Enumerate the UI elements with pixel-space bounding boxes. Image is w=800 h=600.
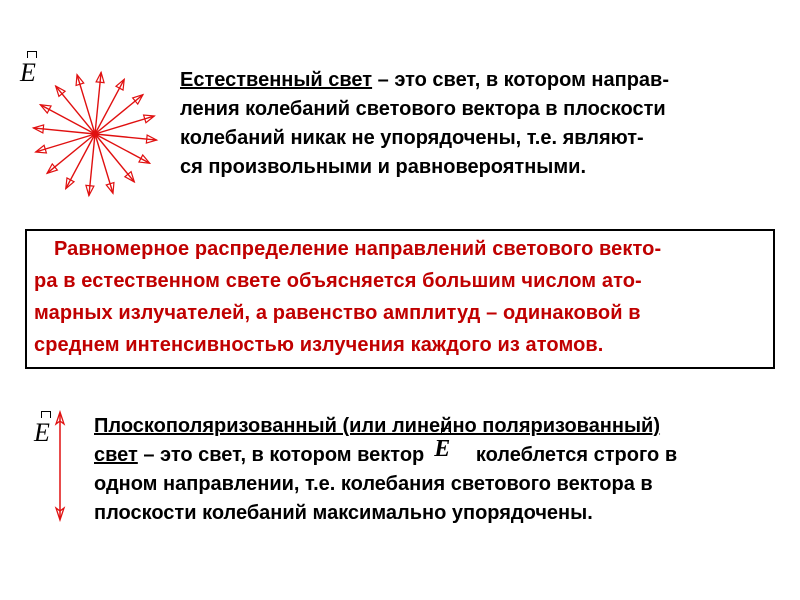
- star-arrowhead: [144, 115, 155, 123]
- vector-e-letter: E: [20, 58, 36, 87]
- note-line-2: ра в естественном свете объясняется большим числом ато-: [34, 270, 642, 292]
- natural-light-text: – это свет, в котором направ-: [372, 69, 669, 91]
- star-arrowhead: [40, 105, 51, 113]
- polarized-line-2: [94, 436, 794, 470]
- natural-light-line-1: [180, 66, 780, 95]
- natural-light-term: Естественный свет: [180, 69, 373, 91]
- polarized-light-definition: [94, 412, 794, 528]
- polarized-term-part2: свет: [94, 444, 138, 466]
- star-arrowhead: [106, 183, 114, 194]
- inline-vector-e: [424, 436, 470, 462]
- note-line-1: Равномерное распределение направлений светового векто-: [54, 238, 662, 260]
- polarized-text-a: – это свет, в котором вектор: [137, 444, 425, 466]
- star-arrowhead: [116, 79, 124, 90]
- vector-arrow-mark: [441, 428, 451, 435]
- natural-light-line-2: ления колебаний светового вектора в плоскости: [180, 98, 666, 120]
- polarized-line-3: одном направлении, т.е. колебания светового вектора в: [94, 473, 653, 495]
- star-arrowhead: [76, 75, 84, 86]
- note-line-4: среднем интенсивностью излучения каждого из атомов.: [34, 334, 604, 356]
- star-ray: [56, 86, 95, 134]
- polarized-term-part1: Плоскополяризованный (или линейно поляризованный): [94, 415, 661, 437]
- polarized-arrow-icon: [48, 410, 72, 522]
- vector-e-letter: E: [34, 418, 50, 447]
- star-ray: [95, 95, 143, 134]
- vector-e-letter: E: [434, 436, 451, 462]
- natural-light-line-4: ся произвольными и равновероятными.: [180, 156, 587, 178]
- star-arrowhead: [36, 145, 47, 153]
- polarized-line-4: плоскости колебаний максимально упорядочены.: [94, 502, 593, 524]
- vector-e-symbol-inline: [434, 437, 450, 461]
- note-box-text: [34, 233, 774, 361]
- polarized-text-b: колеблется строго в: [470, 444, 678, 466]
- star-arrowhead: [66, 178, 74, 189]
- note-line-3: марных излучателей, а равенство амплитуд – одинаковой в: [34, 302, 641, 324]
- star-ray: [47, 134, 95, 173]
- star-ray: [95, 134, 134, 182]
- vector-arrow-mark: [27, 51, 37, 58]
- natural-light-definition: [180, 66, 780, 182]
- star-arrowhead: [139, 155, 150, 163]
- natural-light-star-icon: [22, 62, 172, 212]
- natural-light-line-3: колебаний никак не упорядочены, т.е. являют-: [180, 127, 644, 149]
